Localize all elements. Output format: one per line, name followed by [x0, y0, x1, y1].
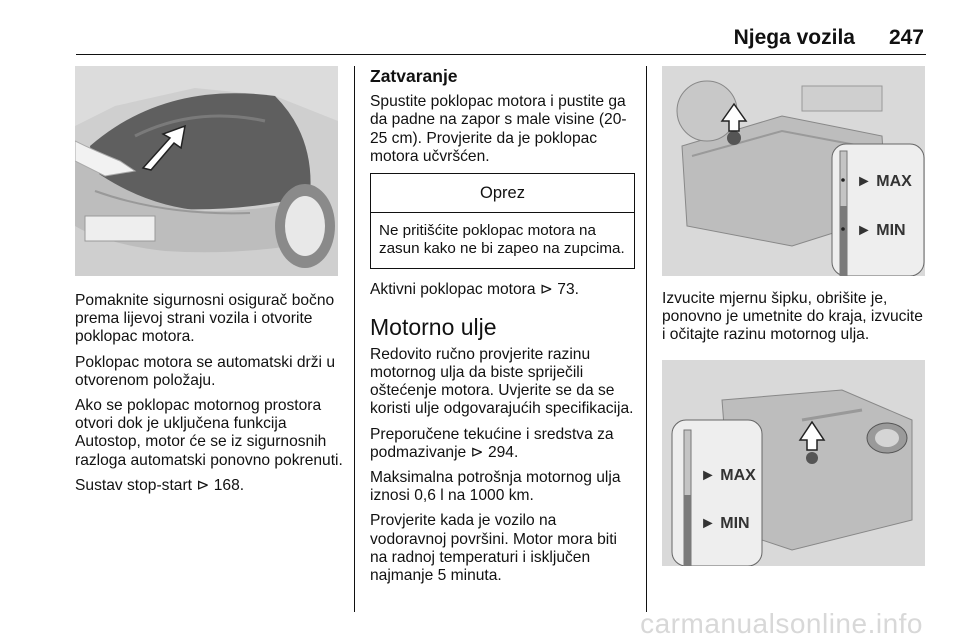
min-label: ► MIN: [700, 515, 750, 532]
column-divider-2: [646, 66, 647, 612]
max-label: ► MAX: [700, 467, 756, 484]
max-label: ► MAX: [856, 173, 912, 190]
paragraph: Poklopac motora se automatski drži u otvorenom položaju.: [75, 353, 336, 389]
car-hood-illustration: [75, 66, 338, 276]
paragraph: Maksimalna potrošnja motornog ulja iznosi 0,6 l na 1000 km.: [370, 469, 621, 505]
paragraph: Pomaknite sigurnosni osigurač bočno prema lijevoj strani vozila i otvorite poklopac motora.: [75, 292, 335, 346]
column-divider-1: [354, 66, 355, 612]
caution-box: [370, 173, 635, 269]
min-label: ► MIN: [856, 222, 906, 239]
paragraph: Ako se poklopac motornog prostora otvori dok je uključena funkcija Autostop, motor će se iz sigurnosnih razloga automatski ponovno pokrenuti.: [75, 397, 343, 469]
paragraph: Redovito ručno provjerite razinu motornog ulja da biste spriječili oštećenje motora. Uvjerite se da se koristi ulje odgovarajućih specifikacija.: [370, 345, 634, 418]
caution-text: Ne pritišćite poklopac motora na zasun kako ne bi zapeo na zupcima.: [379, 222, 625, 258]
subheading-closing: Zatvaranje: [370, 66, 458, 86]
cross-reference[interactable]: Aktivni poklopac motora ⊳ 73.: [370, 280, 579, 298]
watermark: carmanualsonline.info: [640, 608, 923, 639]
dipstick-engine-illustration-bottom: [662, 360, 925, 566]
cross-reference[interactable]: Preporučene tekućine i sredstva za podmazivanje ⊳ 294.: [370, 425, 614, 461]
middle-column: [370, 67, 635, 592]
paragraph: Spustite poklopac motora i pustite ga da padne na zapor s male visine (20-25 cm). Provjerite da je poklopac motora učvršćen.: [370, 93, 627, 165]
left-column: [75, 292, 347, 502]
running-header-title: Njega vozila: [733, 26, 855, 49]
dipstick-engine-illustration-top: [662, 66, 925, 276]
page-header: [0, 0, 960, 60]
section-title-engine-oil: Motorno ulje: [370, 313, 497, 340]
header-rule: [76, 54, 926, 55]
paragraph: Izvucite mjernu šipku, obrišite je, ponovno je umetnite do kraja, izvucite i očitajte razinu motornog ulja.: [662, 290, 923, 344]
right-column: [662, 290, 926, 352]
cross-reference[interactable]: Sustav stop-start ⊳ 168.: [75, 476, 245, 494]
caution-title: Oprez: [371, 174, 634, 213]
page-number: 247: [888, 26, 924, 49]
paragraph: Provjerite kada je vozilo na vodoravnoj površini. Motor mora biti na radnoj temperaturi i isključen najmanje 5 minuta.: [370, 512, 618, 585]
